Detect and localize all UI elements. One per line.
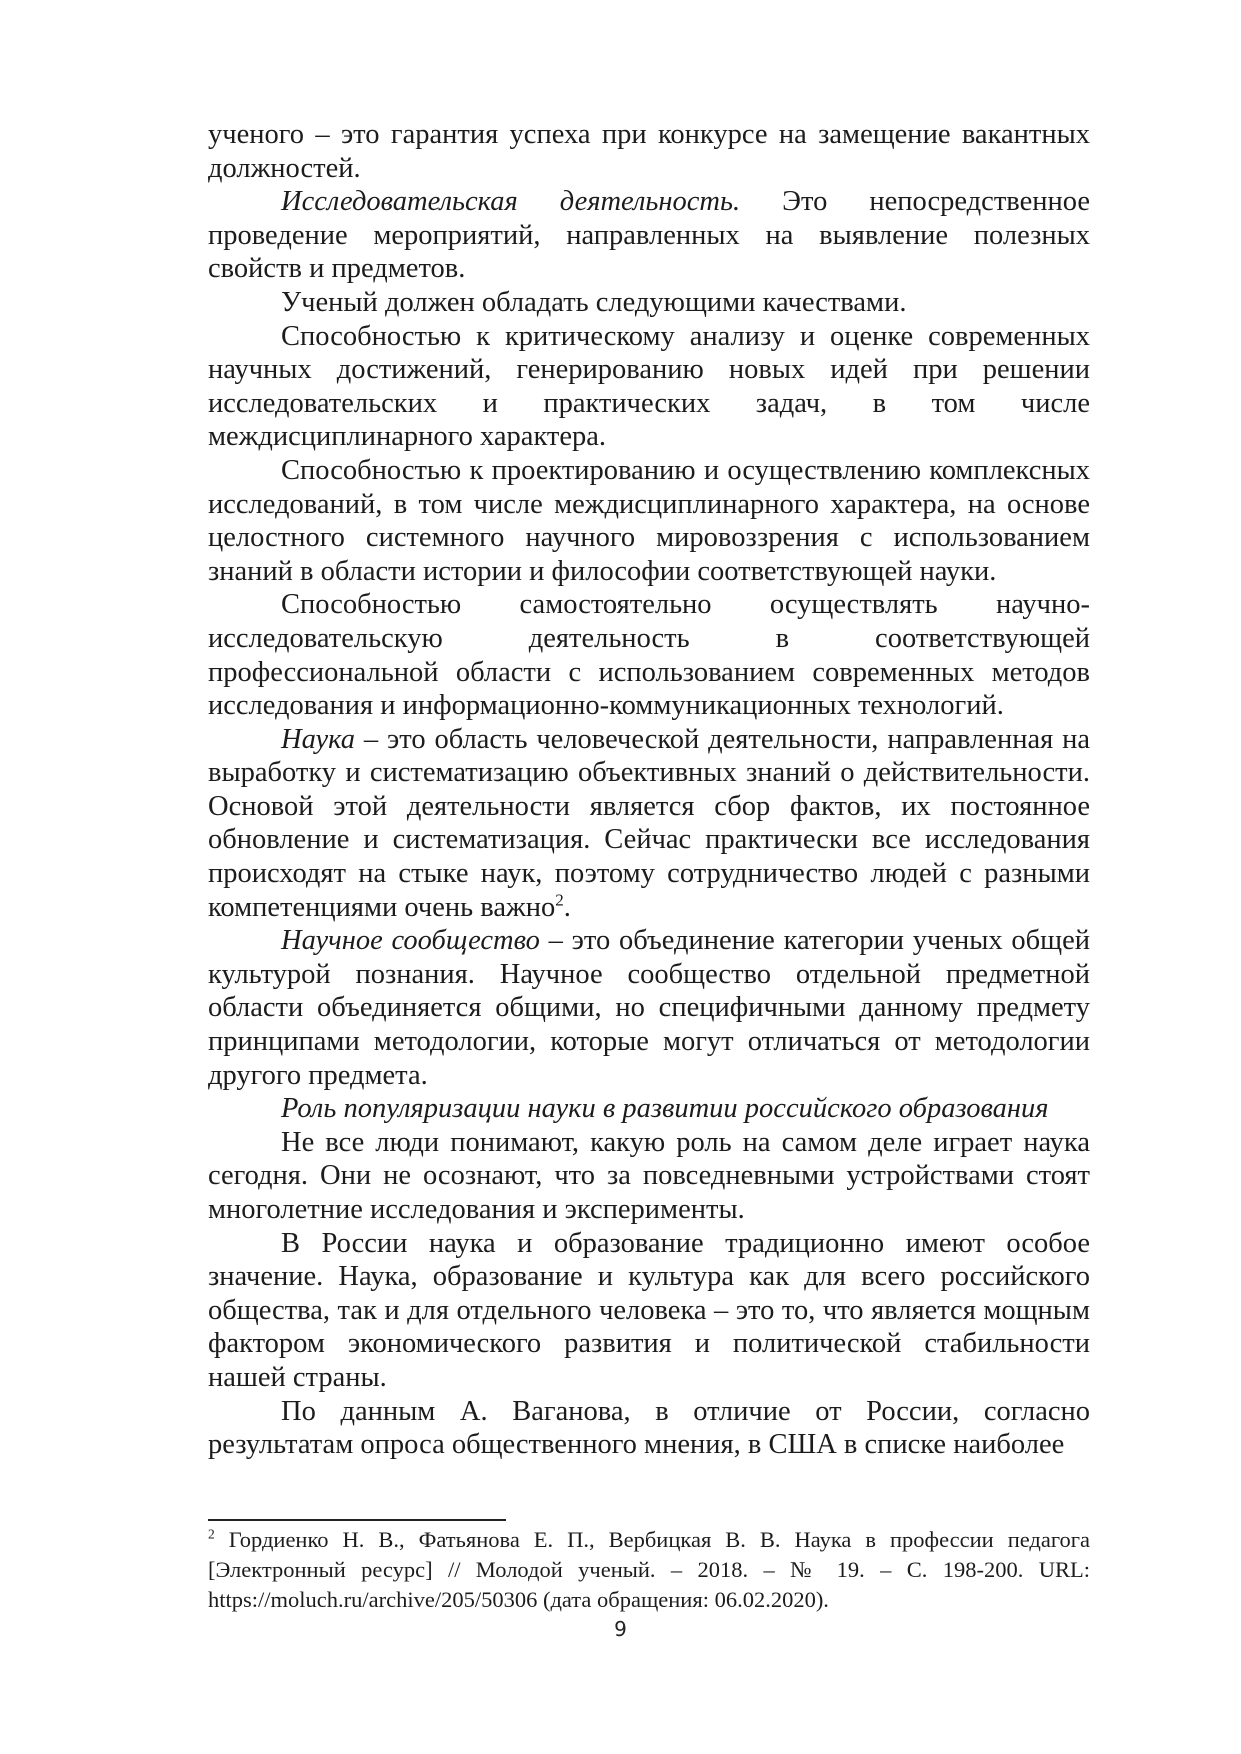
footnote-text: Гордиенко Н. В., Фатьянова Е. П., Вербицкая В. В. Наука в профессии педагога [Электронный ресурс] // Молодой ученый. – 2018. – № 19. – С. 198-200. URL: https://moluch.ru/archive/205/50306 (дата обращения: 06.02.2020). xyxy=(208,1527,1090,1612)
paragraph: В России наука и образование традиционно имеют особое значение. Наука, образование и культура как для всего российского общества, так и для отдельного человека – это то, что является мощным фактором экономического развития и политической стабильности нашей страны. xyxy=(208,1227,1090,1393)
paragraph: Наука – это область человеческой деятельности, направленная на выработку и систематизацию объективных знаний о действительности. Основой этой деятельности является сбор фактов, их постоянное обновление и систематизация. Сейчас практически все исследования происходят на стыке наук, поэтому сотрудничество людей с разными компетенциями очень важно$^2$. xyxy=(208,723,1090,923)
paragraph: Научное сообщество – это объединение категории ученых общей культурой познания. Научное сообщество отдельной предметной области объединяется общими, но специфичными данному предмету принципами методологии, которые могут отличаться от методологии другого предмета. xyxy=(208,925,1090,1091)
term-italic: Исследовательская деятельность. xyxy=(281,186,741,218)
term-italic: Научное сообщество xyxy=(281,925,540,957)
page-number: 9 xyxy=(614,1617,627,1641)
main-text xyxy=(208,118,1090,1462)
paragraph: По данным А. Ваганова, в отличие от России, согласно результатам опроса общественного мнения, в США в списке наиболее xyxy=(208,1395,1090,1461)
paragraph: Не все люди понимают, какую роль на самом деле играет наука сегодня. Они не осознают, что за повседневными устройствами стоят многолетние исследования и эксперименты. xyxy=(208,1126,1090,1225)
paragraph: Способностью самостоятельно осуществлять научно-исследовательскую деятельность в соответствующей профессиональной области с использованием современных методов исследования и информационно-коммуникационных технологий. xyxy=(208,589,1090,722)
paragraph: Исследовательская деятельность. Это непосредственное проведение мероприятий, направленных на выявление полезных свойств и предметов. xyxy=(208,186,1090,285)
paragraph: ученого – это гарантия успеха при конкурсе на замещение вакантных должностей. xyxy=(208,119,1090,184)
paragraph: Ученый должен обладать следующими качествами. xyxy=(281,286,907,318)
footnote xyxy=(208,1525,1090,1615)
section-heading: Роль популяризации науки в развитии российского образования xyxy=(281,1093,1049,1125)
paragraph: Способностью к проектированию и осуществлению комплексных исследований, в том числе междисциплинарного характера, на основе целостного системного научного мировоззрения с использованием знаний в области истории и философии соответствующей науки. xyxy=(208,454,1090,587)
footnote-number: 2 xyxy=(208,1526,215,1542)
footnote-separator xyxy=(208,1519,506,1521)
paragraph: Способностью к критическому анализу и оценке современных научных достижений, генерированию новых идей при решении исследовательских и практических задач, в том числе междисциплинарного характера. xyxy=(208,320,1090,453)
footnote-ref: 2 xyxy=(555,890,564,910)
term-italic: Наука xyxy=(281,723,355,755)
